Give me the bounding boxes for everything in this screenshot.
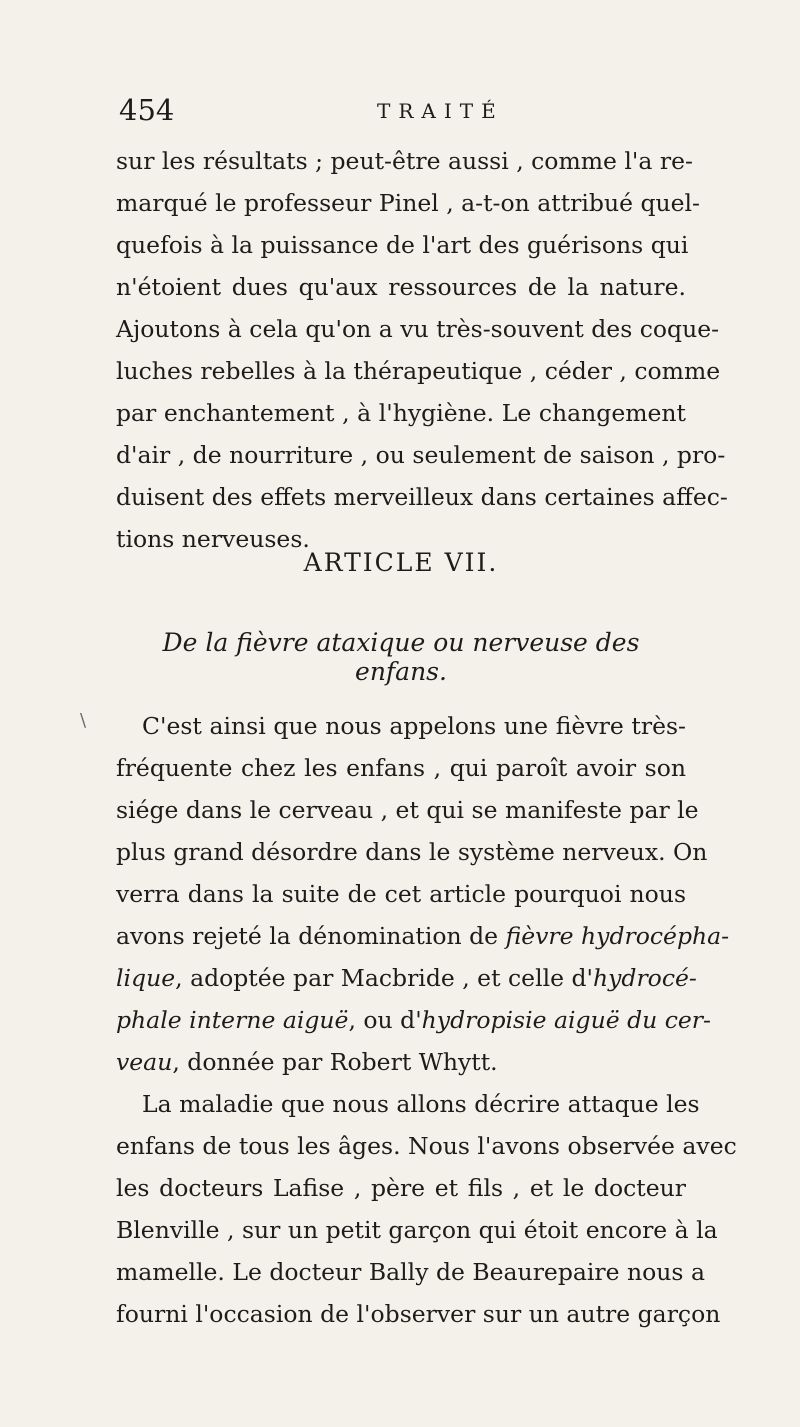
paragraph-2 xyxy=(116,705,730,1083)
italic-run: fièvre hydrocépha- xyxy=(505,922,730,950)
text-line: verra dans la suite de cet article pourquoi nous xyxy=(116,880,686,908)
text-line: luches rebelles à la thérapeutique , céder , comme xyxy=(116,357,721,385)
text-line: Ajoutons à cela qu'on a vu très-souvent des coque- xyxy=(116,315,720,343)
text-run: , ou d' xyxy=(348,1006,422,1034)
text-line xyxy=(116,999,711,1041)
text-line: n'étoient dues qu'aux ressources de la nature. xyxy=(116,273,686,301)
page-header xyxy=(119,93,679,133)
text-line xyxy=(116,915,730,957)
text-line: fréquente chez les enfans , qui paroît avoir son xyxy=(116,754,686,782)
text-line: quefois à la puissance de l'art des guérisons qui xyxy=(116,231,689,259)
text-line: tions nerveuses. xyxy=(116,525,310,553)
text-line: par enchantement , à l'hygiène. Le changement xyxy=(116,399,686,427)
text-line: fourni l'occasion de l'observer sur un autre garçon xyxy=(116,1300,721,1328)
italic-run: veau xyxy=(116,1048,173,1076)
paragraph-1 xyxy=(116,140,728,560)
text-line xyxy=(116,1041,686,1083)
text-line: mamelle. Le docteur Bally de Beaurepaire nous a xyxy=(116,1258,705,1286)
margin-mark: \ xyxy=(80,710,87,731)
text-line: enfans de tous les âges. Nous l'avons observée avec xyxy=(116,1132,737,1160)
text-run: , donnée par Robert Whytt. xyxy=(172,1048,498,1076)
text-line: duisent des effets merveilleux dans certaines affec- xyxy=(116,483,728,511)
page-number: 454 xyxy=(119,93,175,127)
text-line: siége dans le cerveau , et qui se manifeste par le xyxy=(116,796,699,824)
text-line: d'air , de nourriture , ou seulement de saison , pro- xyxy=(116,441,726,469)
text-line: les docteurs Lafise , père et fils , et le docteur xyxy=(116,1174,686,1202)
italic-run: phale interne aiguë xyxy=(116,1006,349,1034)
italic-run: hydropisie aiguë du cer- xyxy=(421,1006,711,1034)
article-heading: ARTICLE VII. xyxy=(303,548,499,577)
text-line: plus grand désordre dans le système nerveux. On xyxy=(116,838,708,866)
running-title: TRAITÉ xyxy=(377,99,504,123)
text-run: avons rejeté la dénomination de xyxy=(116,922,506,950)
text-line xyxy=(116,957,697,999)
paragraph-3 xyxy=(116,1083,737,1335)
text-line: Blenville , sur un petit garçon qui étoit encore à la xyxy=(116,1216,718,1244)
article-subtitle: De la fièvre ataxique ou nerveuse des enfans. xyxy=(162,628,640,686)
text-line: C'est ainsi que nous appelons une fièvre très- xyxy=(142,712,686,740)
text-line: La maladie que nous allons décrire attaque les xyxy=(142,1090,700,1118)
text-line: sur les résultats ; peut-être aussi , comme l'a re- xyxy=(116,147,693,175)
text-run: , adoptée par Macbride , et celle d' xyxy=(175,964,593,992)
italic-run: hydrocé- xyxy=(592,964,697,992)
italic-run: lique xyxy=(116,964,176,992)
text-line: marqué le professeur Pinel , a-t-on attribué quel- xyxy=(116,189,701,217)
